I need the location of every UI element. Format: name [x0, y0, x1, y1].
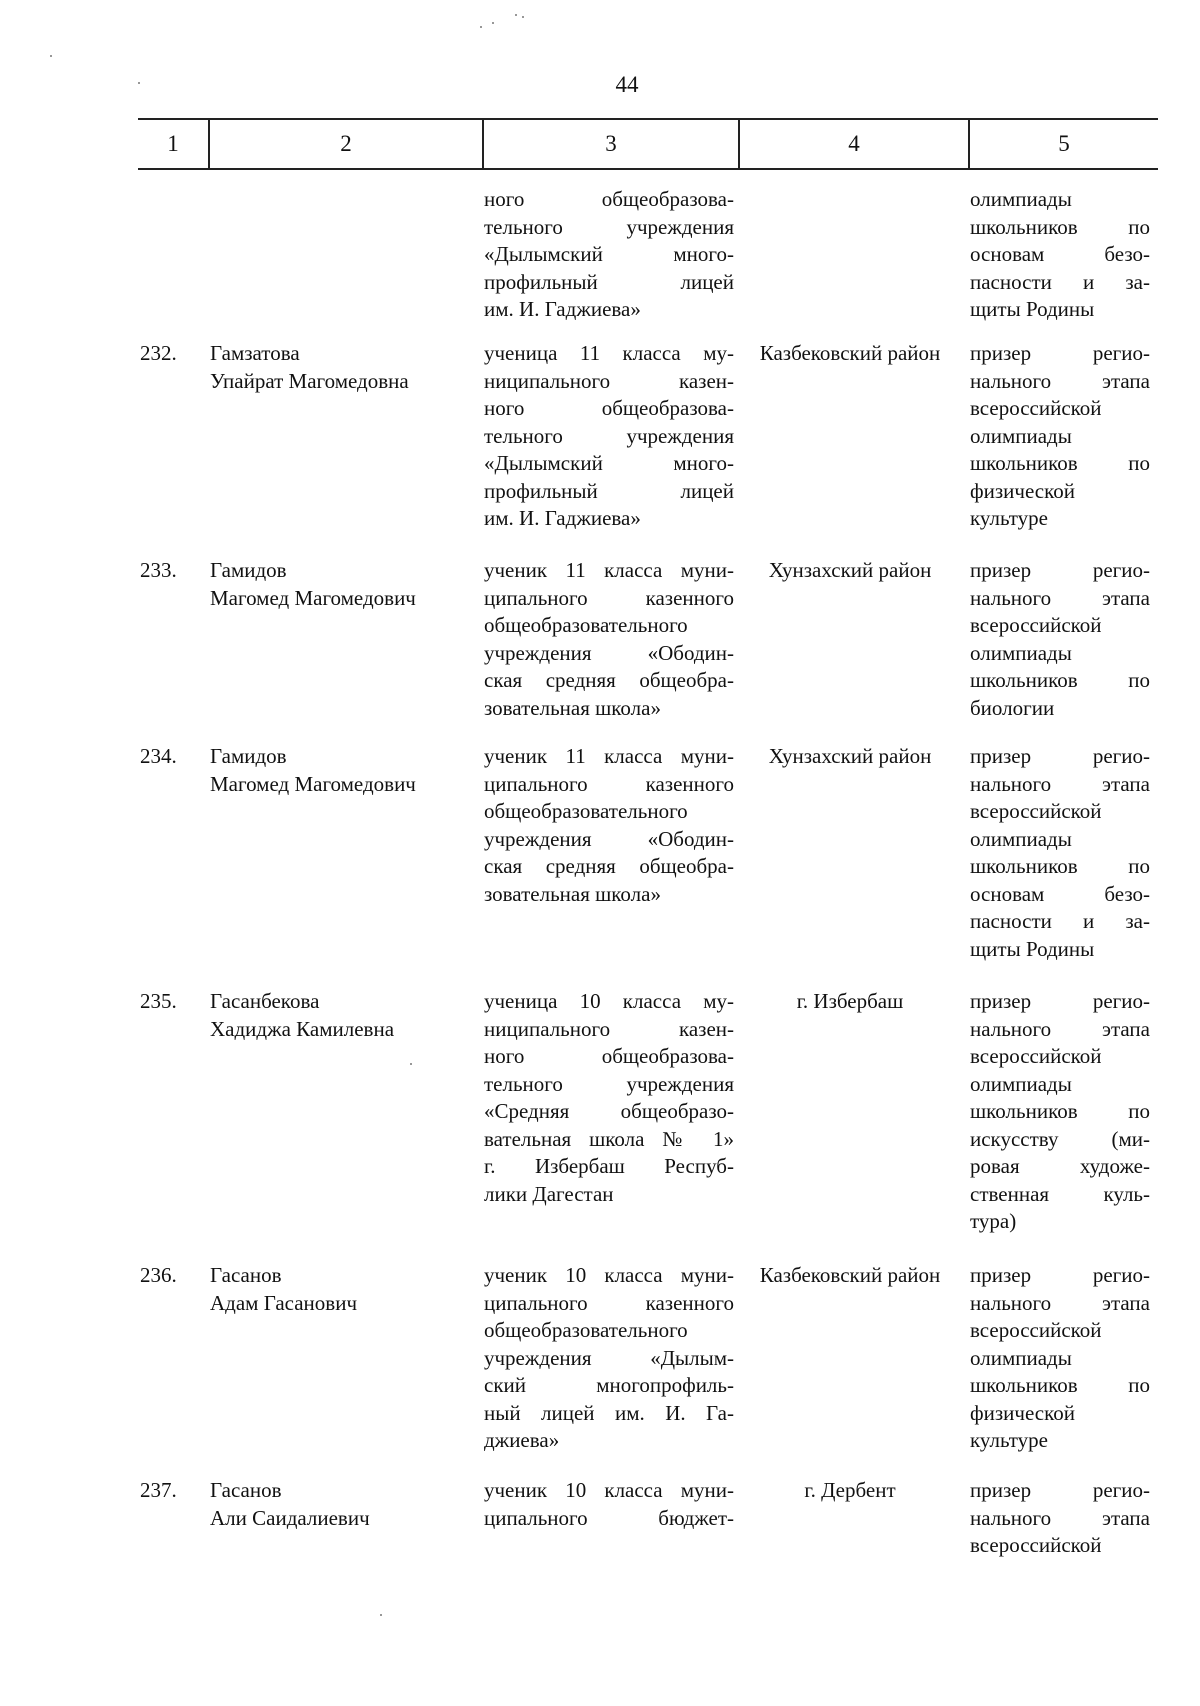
institution-line: общеобразовательного: [484, 613, 688, 637]
award-line: школьников по: [970, 668, 1150, 692]
student-given-names: Упайрат Магомедовна: [210, 368, 409, 393]
student-surname: Гамзатова: [210, 341, 300, 365]
award-line: школьников по: [970, 1099, 1150, 1123]
institution-line: ученик 11 класса муни-: [484, 558, 734, 582]
scan-speck: [50, 55, 52, 57]
institution-line: ный лицей им. И. Га-: [484, 1400, 734, 1425]
award-cell: [970, 988, 1150, 1236]
institution-line: ципального бюджет-: [484, 1505, 734, 1530]
student-surname: Гамидов: [210, 558, 287, 582]
student-given-names: Магомед Магомедович: [210, 771, 416, 796]
institution-line: учреждения «Ободин-: [484, 640, 734, 665]
award-line: призер регио-: [970, 1478, 1150, 1502]
institution-line: ский многопрофиль-: [484, 1373, 734, 1397]
institution-cell: [484, 1477, 734, 1532]
institution-cell: [484, 557, 734, 722]
institution-line: ципального казенного: [484, 771, 734, 796]
award-line: всероссийской: [970, 1318, 1102, 1342]
award-line: олимпиады: [970, 187, 1072, 211]
row-number: 235.: [140, 989, 177, 1013]
award-line: нального этапа: [970, 771, 1150, 796]
award-cell: [970, 743, 1150, 963]
row-number: 234.: [140, 744, 177, 768]
award-line: всероссийской: [970, 1533, 1102, 1557]
award-line: олимпиады: [970, 826, 1072, 851]
institution-line: ниципального казен-: [484, 1016, 734, 1041]
award-line: пасности и за-: [970, 269, 1150, 294]
institution-line: зовательная школа»: [484, 881, 661, 906]
scan-speck: [522, 16, 524, 18]
region-cell: г. Избербаш: [796, 989, 904, 1013]
region-cell: Хунзахский район: [768, 744, 932, 768]
region-cell: Хунзахский район: [768, 558, 932, 582]
award-line: олимпиады: [970, 1345, 1072, 1370]
award-line: всероссийской: [970, 799, 1102, 823]
student-surname: Гасанбекова: [210, 989, 320, 1013]
scan-speck: [410, 1063, 412, 1065]
award-line: щиты Родины: [970, 936, 1095, 961]
institution-line: ученик 10 класса муни-: [484, 1478, 734, 1502]
institution-line: ская средняя общеобра-: [484, 668, 734, 692]
column-header-2: 2: [210, 120, 484, 168]
institution-line: ская средняя общеобра-: [484, 854, 734, 878]
award-line: культуре: [970, 1428, 1048, 1452]
student-name-cell: [210, 988, 470, 1043]
institution-line: ученица 11 класса му-: [484, 341, 734, 365]
row-number: 232.: [140, 341, 177, 365]
award-line: призер регио-: [970, 558, 1150, 582]
institution-line: «Дылымский много-: [484, 242, 734, 266]
award-line: призер регио-: [970, 341, 1150, 365]
institution-cell: [484, 340, 734, 533]
row-number: 236.: [140, 1263, 177, 1287]
institution-line: г. Избербаш Респуб-: [484, 1154, 734, 1178]
award-line: основам безо-: [970, 242, 1150, 266]
row-number: 237.: [140, 1478, 177, 1502]
institution-line: тельного учреждения: [484, 214, 734, 239]
institution-cell: [484, 988, 734, 1208]
award-line: тура): [970, 1209, 1017, 1233]
institution-line: «Дылымский много-: [484, 451, 734, 475]
award-line: нального этапа: [970, 1505, 1150, 1530]
student-name-cell: [210, 1477, 470, 1532]
award-line: призер регио-: [970, 989, 1150, 1013]
award-line: олимпиады: [970, 423, 1072, 448]
award-line: ственная куль-: [970, 1181, 1150, 1206]
institution-cell: [484, 186, 734, 324]
institution-line: профильный лицей: [484, 478, 734, 503]
institution-line: ного общеобразова-: [484, 1044, 734, 1068]
institution-cell: [484, 1262, 734, 1455]
award-line: искусству (ми-: [970, 1126, 1150, 1151]
institution-line: джиева»: [484, 1428, 560, 1452]
student-name-cell: [210, 340, 470, 395]
award-line: призер регио-: [970, 744, 1150, 768]
award-line: физической: [970, 1400, 1075, 1425]
award-line: школьников по: [970, 854, 1150, 878]
award-line: всероссийской: [970, 396, 1102, 420]
table-header: [138, 118, 1158, 170]
institution-line: ученица 10 класса му-: [484, 989, 734, 1013]
award-line: олимпиады: [970, 1071, 1072, 1096]
scan-speck: [138, 82, 140, 84]
award-line: всероссийской: [970, 1044, 1102, 1068]
award-line: школьников по: [970, 451, 1150, 475]
award-line: физической: [970, 478, 1075, 503]
column-header-3: 3: [484, 120, 740, 168]
award-line: нального этапа: [970, 368, 1150, 393]
institution-line: им. И. Гаджиева»: [484, 297, 641, 321]
student-name-cell: [210, 557, 470, 612]
column-header-5: 5: [1058, 131, 1070, 156]
student-given-names: Хадиджа Камилевна: [210, 1016, 395, 1041]
scan-speck: [380, 1614, 382, 1616]
award-cell: [970, 557, 1150, 722]
student-given-names: Магомед Магомедович: [210, 585, 416, 610]
institution-line: ципального казенного: [484, 585, 734, 610]
award-cell: [970, 186, 1150, 324]
institution-line: учреждения «Ободин-: [484, 826, 734, 851]
column-header-4: 4: [740, 120, 970, 168]
award-line: культуре: [970, 506, 1048, 530]
institution-line: зовательная школа»: [484, 695, 661, 720]
region-cell: Казбековский район: [759, 1263, 941, 1287]
institution-line: «Средняя общеобразо-: [484, 1099, 734, 1123]
award-line: нального этапа: [970, 1016, 1150, 1041]
column-header-1: 1: [138, 120, 210, 168]
scan-speck: [480, 26, 482, 28]
award-cell: [970, 340, 1150, 533]
institution-line: ученик 11 класса муни-: [484, 744, 734, 768]
institution-line: им. И. Гаджиева»: [484, 506, 641, 530]
institution-line: общеобразовательного: [484, 799, 688, 823]
row-number: 233.: [140, 558, 177, 582]
award-line: щиты Родины: [970, 297, 1095, 321]
award-line: нального этапа: [970, 585, 1150, 610]
institution-line: ного общеобразова-: [484, 396, 734, 420]
award-line: нального этапа: [970, 1290, 1150, 1315]
student-surname: Гасанов: [210, 1478, 282, 1502]
institution-line: профильный лицей: [484, 269, 734, 294]
student-given-names: Али Саидалиевич: [210, 1505, 370, 1530]
award-cell: [970, 1477, 1150, 1560]
student-surname: Гасанов: [210, 1263, 282, 1287]
award-line: школьников по: [970, 214, 1150, 239]
institution-line: ниципального казен-: [484, 368, 734, 393]
institution-line: тельного учреждения: [484, 1071, 734, 1096]
scan-speck: [515, 14, 517, 16]
page-number: 44: [615, 72, 639, 97]
award-line: ровая художе-: [970, 1154, 1150, 1178]
student-name-cell: [210, 743, 470, 798]
award-cell: [970, 1262, 1150, 1455]
institution-line: учреждения «Дылым-: [484, 1345, 734, 1370]
award-line: олимпиады: [970, 640, 1072, 665]
student-name-cell: [210, 1262, 470, 1317]
award-line: биологии: [970, 695, 1055, 720]
region-cell: Казбековский район: [759, 341, 941, 365]
award-line: пасности и за-: [970, 909, 1150, 933]
institution-cell: [484, 743, 734, 908]
region-cell: г. Дербент: [804, 1478, 896, 1502]
award-line: основам безо-: [970, 881, 1150, 906]
institution-line: ученик 10 класса муни-: [484, 1263, 734, 1287]
institution-line: общеобразовательного: [484, 1318, 688, 1342]
student-given-names: Адам Гасанович: [210, 1290, 357, 1315]
institution-line: вательная школа № 1»: [484, 1126, 734, 1151]
award-line: школьников по: [970, 1373, 1150, 1397]
institution-line: ного общеобразова-: [484, 187, 734, 211]
institution-line: ципального казенного: [484, 1290, 734, 1315]
award-line: всероссийской: [970, 613, 1102, 637]
scan-speck: [492, 22, 494, 24]
student-surname: Гамидов: [210, 744, 287, 768]
institution-line: лики Дагестан: [484, 1181, 614, 1206]
award-line: призер регио-: [970, 1263, 1150, 1287]
institution-line: тельного учреждения: [484, 423, 734, 448]
